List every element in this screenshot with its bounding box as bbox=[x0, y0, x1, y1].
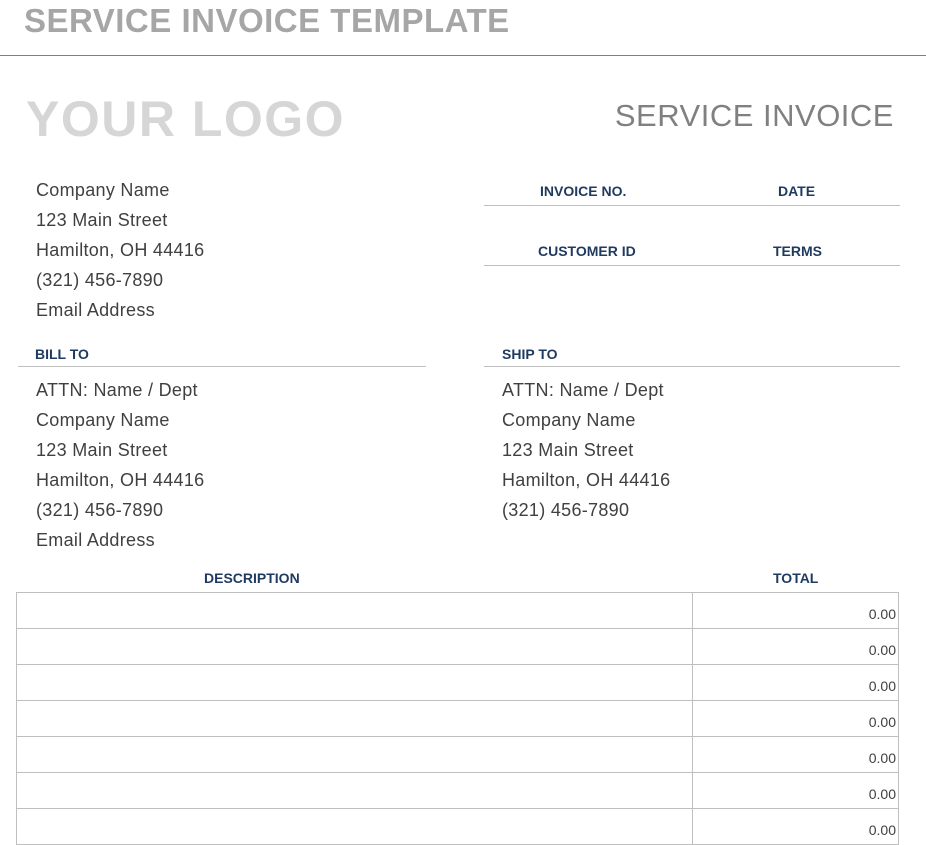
ship-to-company[interactable]: Company Name bbox=[502, 410, 636, 430]
total-cell[interactable]: 0.00 bbox=[693, 737, 899, 773]
description-cell[interactable] bbox=[17, 809, 693, 845]
company-phone[interactable]: (321) 456-7890 bbox=[36, 270, 164, 290]
table-row bbox=[17, 593, 899, 629]
ship-to-divider bbox=[484, 366, 900, 367]
ship-to-phone[interactable]: (321) 456-7890 bbox=[502, 500, 630, 520]
table-row bbox=[17, 773, 899, 809]
total-cell[interactable]: 0.00 bbox=[693, 701, 899, 737]
total-cell[interactable]: 0.00 bbox=[693, 593, 899, 629]
line-items-table bbox=[16, 592, 899, 845]
table-row bbox=[17, 737, 899, 773]
bill-to-street[interactable]: 123 Main Street bbox=[36, 440, 168, 460]
bill-to-divider bbox=[18, 366, 426, 367]
bill-to-company[interactable]: Company Name bbox=[36, 410, 170, 430]
bill-to-email[interactable]: Email Address bbox=[36, 530, 155, 550]
terms-label: TERMS bbox=[773, 243, 822, 259]
table-row bbox=[17, 665, 899, 701]
customer-id-terms-input-row[interactable] bbox=[484, 266, 900, 296]
ship-to-street[interactable]: 123 Main Street bbox=[502, 440, 634, 460]
company-city[interactable]: Hamilton, OH 44416 bbox=[36, 240, 205, 260]
total-cell[interactable]: 0.00 bbox=[693, 773, 899, 809]
logo-placeholder[interactable]: YOUR LOGO bbox=[26, 91, 346, 147]
bill-to-attn[interactable]: ATTN: Name / Dept bbox=[36, 380, 198, 400]
company-email[interactable]: Email Address bbox=[36, 300, 155, 320]
bill-to-city[interactable]: Hamilton, OH 44416 bbox=[36, 470, 205, 490]
ship-to-city[interactable]: Hamilton, OH 44416 bbox=[502, 470, 671, 490]
total-header: TOTAL bbox=[773, 570, 819, 586]
description-cell[interactable] bbox=[17, 701, 693, 737]
bill-to-phone[interactable]: (321) 456-7890 bbox=[36, 500, 164, 520]
total-cell[interactable]: 0.00 bbox=[693, 809, 899, 845]
ship-to-label: SHIP TO bbox=[502, 346, 558, 362]
customer-id-label: CUSTOMER ID bbox=[538, 243, 636, 259]
date-label: DATE bbox=[778, 183, 816, 199]
table-row bbox=[17, 629, 899, 665]
table-row bbox=[17, 701, 899, 737]
company-street[interactable]: 123 Main Street bbox=[36, 210, 168, 230]
description-cell[interactable] bbox=[17, 593, 693, 629]
description-cell[interactable] bbox=[17, 629, 693, 665]
page-title: SERVICE INVOICE TEMPLATE bbox=[24, 2, 510, 39]
invoice-no-date-input-row[interactable] bbox=[484, 206, 900, 236]
invoice-no-label: INVOICE NO. bbox=[540, 183, 627, 199]
company-name[interactable]: Company Name bbox=[36, 180, 170, 200]
description-cell[interactable] bbox=[17, 737, 693, 773]
bill-to-label: BILL TO bbox=[35, 346, 89, 362]
description-header: DESCRIPTION bbox=[204, 570, 300, 586]
ship-to-attn[interactable]: ATTN: Name / Dept bbox=[502, 380, 664, 400]
total-cell[interactable]: 0.00 bbox=[693, 665, 899, 701]
document-title[interactable]: SERVICE INVOICE bbox=[614, 98, 894, 133]
table-row bbox=[17, 809, 899, 845]
total-cell[interactable]: 0.00 bbox=[693, 629, 899, 665]
title-divider bbox=[0, 55, 926, 56]
description-cell[interactable] bbox=[17, 773, 693, 809]
description-cell[interactable] bbox=[17, 665, 693, 701]
